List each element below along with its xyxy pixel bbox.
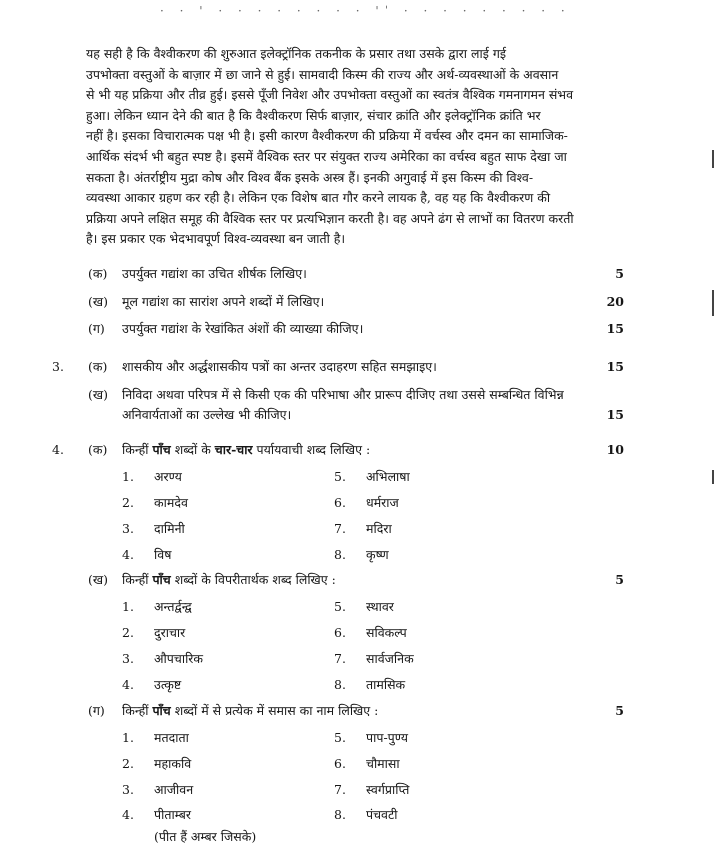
- word-number: 7.: [334, 521, 346, 536]
- word: आजीवन: [154, 782, 194, 797]
- word-number: 7.: [334, 782, 346, 797]
- word-number: 4.: [122, 807, 134, 822]
- item-marks: 20: [606, 294, 624, 309]
- item-text: मूल गद्यांश का सारांश अपने शब्दों में लिखिए।: [122, 294, 325, 309]
- word: अभिलाषा: [366, 469, 410, 484]
- word: स्वर्गप्राप्ति: [366, 782, 410, 797]
- word-number: 8.: [334, 807, 346, 822]
- text-part: किन्हीं: [122, 572, 153, 587]
- q3-item-a: [0, 357, 720, 377]
- word-number: 7.: [334, 651, 346, 666]
- word-row: [0, 753, 720, 775]
- word-row: [0, 622, 720, 644]
- q3-item-b: [0, 385, 720, 405]
- q3-item-b-cont: [0, 405, 720, 425]
- word: पाप-पुण्य: [366, 730, 408, 745]
- q2-item-c: [0, 319, 720, 339]
- question-number: 3.: [52, 359, 64, 374]
- item-marks: 15: [606, 359, 624, 374]
- word-row: [0, 727, 720, 749]
- passage: [86, 44, 606, 250]
- word: तामसिक: [366, 677, 406, 692]
- word-row: [0, 544, 720, 566]
- word-number: 4.: [122, 547, 134, 562]
- word-number: 2.: [122, 495, 134, 510]
- word: दामिनी: [154, 521, 185, 536]
- word-number: 2.: [122, 625, 134, 640]
- word-row: [0, 492, 720, 514]
- passage-line: व्यवस्था आकार ग्रहण कर रही है। लेकिन एक विशेष बात गौर करने लायक है, वह यह कि वैश्वीकरण की: [86, 190, 551, 206]
- item-label: (ग): [88, 703, 105, 718]
- passage-line: है। इस प्रकार एक भेदभावपूर्ण विश्व-व्यवस्था बन जाती है।: [86, 231, 346, 247]
- item-label: (ख): [88, 294, 108, 309]
- text-part: किन्हीं: [122, 442, 153, 457]
- item-label: (ग): [88, 321, 105, 336]
- text-bold: पाँच: [152, 703, 171, 718]
- word: सार्वजनिक: [366, 651, 414, 666]
- word-number: 3.: [122, 521, 134, 536]
- word: स्थावर: [366, 599, 394, 614]
- item-text: उपर्युक्त गद्यांश का उचित शीर्षक लिखिए।: [122, 266, 307, 281]
- word: कृष्ण: [366, 547, 389, 562]
- passage-line: से भी यह प्रक्रिया और तीव्र हुई। इससे पूँजी निवेश और उपभोक्ता वस्तुओं का स्वतंत्र वैश्विक गमनागमन संभव: [86, 87, 574, 103]
- item-label: (ख): [88, 387, 108, 402]
- word-row: [0, 596, 720, 618]
- scan-edge-mark: [712, 290, 714, 316]
- q4-item-b: [0, 570, 720, 590]
- word: मदिरा: [366, 521, 392, 536]
- word: अरण्य: [154, 469, 182, 484]
- word-number: 5.: [334, 599, 346, 614]
- word-number: 4.: [122, 677, 134, 692]
- passage-line: हुआ। लेकिन ध्यान देने की बात है कि वैश्वीकरण सिर्फ बाज़ार, संचार क्रांति और इलेक्ट्रॉनिक क्रांति भर: [86, 107, 541, 123]
- passage-line: नहीं है। इसका विचारात्मक पक्ष भी है। इसी कारण वैश्वीकरण की प्रक्रिया में वर्चस्व और दमन का सामाजिक-: [86, 128, 568, 144]
- item-marks: 5: [615, 703, 624, 718]
- passage-line: उपभोक्ता वस्तुओं के बाज़ार में छा जाने से हुई। सामवादी किस्म की राज्य और अर्थ-व्यवस्थाओं के अवसान: [86, 66, 559, 82]
- item-label: (ख): [88, 572, 108, 587]
- item-label: (क): [88, 359, 108, 374]
- word-number: 8.: [334, 547, 346, 562]
- passage-line: आर्थिक संदर्भ भी बहुत स्पष्ट है। इसमें वैश्विक स्तर पर संयुक्त राज्य अमेरिका का वर्चस्व बहुत साफ देखा जा: [86, 148, 567, 164]
- text-part: शब्दों के विपरीतार्थक शब्द लिखिए :: [170, 572, 336, 587]
- item-marks: 15: [606, 407, 624, 422]
- item-text: अनिवार्यताओं का उल्लेख भी कीजिए।: [122, 407, 292, 422]
- item-text: शासकीय और अर्द्धशासकीय पत्रों का अन्तर उदाहरण सहित समझाइए।: [122, 359, 437, 374]
- word: दुराचार: [154, 625, 186, 640]
- word: कामदेव: [154, 495, 188, 510]
- word-row: [0, 674, 720, 696]
- word: औपचारिक: [154, 651, 204, 666]
- word-number: 5.: [334, 469, 346, 484]
- word: अन्तर्द्वन्द्व: [154, 599, 192, 614]
- text-bold: पाँच: [152, 572, 171, 587]
- word: धर्मराज: [366, 495, 399, 510]
- word-row: [0, 804, 720, 826]
- item-marks: 15: [606, 321, 624, 336]
- text-part: शब्दों में से प्रत्येक में समास का नाम लिखिए :: [170, 703, 379, 718]
- scan-edge-mark: [712, 470, 714, 484]
- text-part: पर्यायवाची शब्द लिखिए :: [252, 442, 371, 457]
- item-text: उपर्युक्त गद्यांश के रेखांकित अंशों की व्याख्या कीजिए।: [122, 321, 364, 336]
- word-number: 1.: [122, 469, 134, 484]
- word-number: 8.: [334, 677, 346, 692]
- text-part: शब्दों के: [170, 442, 215, 457]
- word-number: 6.: [334, 625, 346, 640]
- question-number: 4.: [52, 442, 64, 457]
- item-label: (क): [88, 442, 108, 457]
- q2-item-a: [0, 264, 720, 284]
- word-number: 6.: [334, 756, 346, 771]
- text-bold: चार-चार: [214, 442, 253, 457]
- word: मतदाता: [154, 730, 189, 745]
- item-marks: 10: [606, 442, 624, 457]
- word: सविकल्प: [366, 625, 407, 640]
- item-text: [122, 701, 378, 721]
- word: चौमासा: [366, 756, 400, 771]
- word-row: [0, 466, 720, 488]
- text-bold: पाँच: [152, 442, 171, 457]
- word-row: [0, 648, 720, 670]
- word-number: 6.: [334, 495, 346, 510]
- word-number: 5.: [334, 730, 346, 745]
- header-smudge: · · ' · · · · · · · · 'ˈ · · · · · · · · ·: [160, 4, 571, 18]
- word-number: 1.: [122, 599, 134, 614]
- word: पीताम्बर: [154, 807, 192, 822]
- q4-item-a: [0, 440, 720, 460]
- word-number: 2.: [122, 756, 134, 771]
- word: उत्कृष्ट: [154, 677, 182, 692]
- item-label: (क): [88, 266, 108, 281]
- passage-line: सकता है। अंतर्राष्ट्रीय मुद्रा कोष और विश्व बैंक इसके अस्त्र हैं। इनकी अगुवाई में इस किस्म की विश्व-: [86, 169, 534, 185]
- item-text: [122, 570, 336, 590]
- item-marks: 5: [615, 266, 624, 281]
- text-part: किन्हीं: [122, 703, 153, 718]
- q4-c-note: [0, 826, 720, 848]
- item-text: निविदा अथवा परिपत्र में से किसी एक की परिभाषा और प्रारूप दीजिए तथा उससे सम्बन्धित विभिन्न: [122, 387, 564, 402]
- word-row: [0, 518, 720, 540]
- note-text: (पीत हैं अम्बर जिसके): [154, 829, 257, 844]
- q4-item-c: [0, 701, 720, 721]
- word-number: 3.: [122, 782, 134, 797]
- passage-line: यह सही है कि वैश्वीकरण की शुरुआत इलेक्ट्रॉनिक तकनीक के प्रसार तथा उसके द्वारा लाई गई: [86, 46, 507, 61]
- word: पंचवटी: [366, 807, 398, 822]
- scan-edge-mark: [712, 150, 714, 168]
- q2-item-b: [0, 292, 720, 312]
- passage-line: प्रक्रिया अपने लक्षित समूह की वैश्विक स्तर पर प्रत्यभिज्ञान करती है। वह अपने ढंग से लाभों का वितरण करती: [86, 210, 574, 226]
- word: विष: [154, 547, 172, 562]
- item-marks: 5: [615, 572, 624, 587]
- word-number: 3.: [122, 651, 134, 666]
- word-row: [0, 779, 720, 801]
- word: महाकवि: [154, 756, 192, 771]
- word-number: 1.: [122, 730, 134, 745]
- item-text: [122, 440, 370, 460]
